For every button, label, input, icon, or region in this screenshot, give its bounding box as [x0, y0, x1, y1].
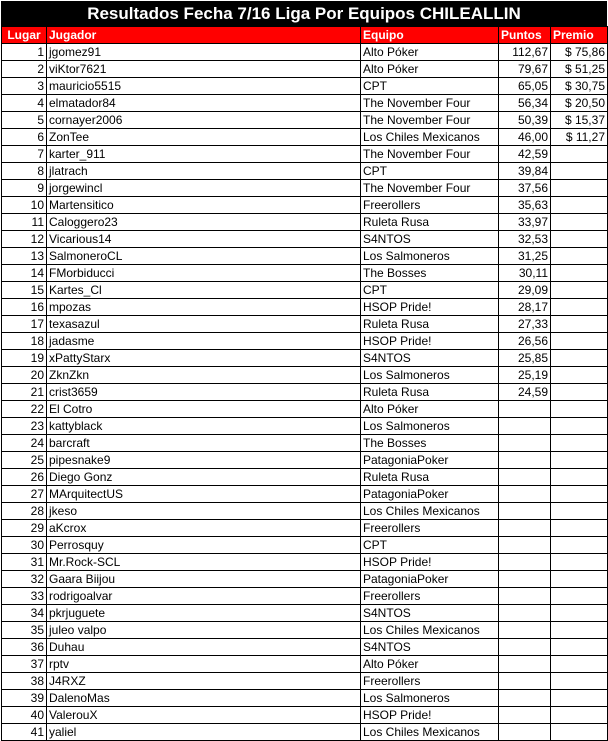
cell-prize [551, 520, 608, 537]
cell-prize: $ 30,75 [551, 78, 608, 95]
cell-points [499, 571, 551, 588]
cell-position: 11 [2, 214, 47, 231]
cell-team: The Bosses [361, 435, 499, 452]
cell-player: El Cotro [47, 401, 361, 418]
cell-prize [551, 707, 608, 724]
cell-position: 9 [2, 180, 47, 197]
table-row [2, 231, 608, 248]
cell-position: 21 [2, 384, 47, 401]
cell-position: 3 [2, 78, 47, 95]
table-row [2, 503, 608, 520]
cell-prize [551, 639, 608, 656]
cell-player: rodrigoalvar [47, 588, 361, 605]
cell-points [499, 452, 551, 469]
cell-points: 39,84 [499, 163, 551, 180]
header-position: Lugar [2, 27, 47, 44]
cell-points: 29,09 [499, 282, 551, 299]
cell-position: 2 [2, 61, 47, 78]
cell-points: 50,39 [499, 112, 551, 129]
cell-position: 5 [2, 112, 47, 129]
table-row [2, 61, 608, 78]
cell-team: The Bosses [361, 265, 499, 282]
cell-team: Ruleta Rusa [361, 384, 499, 401]
cell-player: Kartes_Cl [47, 282, 361, 299]
cell-player: jlatrach [47, 163, 361, 180]
cell-team: S4NTOS [361, 350, 499, 367]
cell-prize [551, 146, 608, 163]
cell-position: 10 [2, 197, 47, 214]
cell-points [499, 537, 551, 554]
cell-team: CPT [361, 163, 499, 180]
cell-player: texasazul [47, 316, 361, 333]
cell-prize [551, 469, 608, 486]
table-row [2, 78, 608, 95]
table-row [2, 639, 608, 656]
cell-player: Mr.Rock-SCL [47, 554, 361, 571]
cell-prize [551, 163, 608, 180]
cell-team: Alto Póker [361, 401, 499, 418]
table-row [2, 384, 608, 401]
cell-points [499, 605, 551, 622]
cell-points: 24,59 [499, 384, 551, 401]
cell-position: 12 [2, 231, 47, 248]
cell-points: 31,25 [499, 248, 551, 265]
cell-player: barcraft [47, 435, 361, 452]
table-row [2, 520, 608, 537]
cell-team: The November Four [361, 95, 499, 112]
cell-position: 27 [2, 486, 47, 503]
cell-points [499, 435, 551, 452]
cell-prize [551, 180, 608, 197]
cell-points [499, 622, 551, 639]
cell-team: Freerollers [361, 520, 499, 537]
cell-prize [551, 197, 608, 214]
cell-team: The November Four [361, 180, 499, 197]
cell-points [499, 401, 551, 418]
cell-position: 19 [2, 350, 47, 367]
cell-player: jkeso [47, 503, 361, 520]
cell-prize [551, 690, 608, 707]
cell-team: S4NTOS [361, 605, 499, 622]
table-row [2, 452, 608, 469]
cell-team: Ruleta Rusa [361, 214, 499, 231]
cell-player: ZonTee [47, 129, 361, 146]
cell-position: 1 [2, 44, 47, 61]
table-row [2, 146, 608, 163]
cell-player: Caloggero23 [47, 214, 361, 231]
cell-points: 46,00 [499, 129, 551, 146]
table-row [2, 112, 608, 129]
cell-team: Los Chiles Mexicanos [361, 503, 499, 520]
cell-team: Ruleta Rusa [361, 469, 499, 486]
cell-team: PatagoniaPoker [361, 571, 499, 588]
table-row [2, 605, 608, 622]
header-row [2, 27, 608, 44]
cell-team: S4NTOS [361, 639, 499, 656]
cell-team: S4NTOS [361, 231, 499, 248]
table-row [2, 333, 608, 350]
table-row [2, 197, 608, 214]
cell-prize [551, 282, 608, 299]
cell-points [499, 503, 551, 520]
cell-prize [551, 435, 608, 452]
cell-team: Los Salmoneros [361, 367, 499, 384]
cell-player: yaliel [47, 724, 361, 741]
cell-points: 112,67 [499, 44, 551, 61]
cell-position: 31 [2, 554, 47, 571]
cell-prize [551, 673, 608, 690]
table-row [2, 724, 608, 741]
cell-team: HSOP Pride! [361, 707, 499, 724]
cell-prize: $ 15,37 [551, 112, 608, 129]
cell-prize [551, 231, 608, 248]
cell-prize: $ 20,50 [551, 95, 608, 112]
header-prize: Premio [551, 27, 608, 44]
table-row [2, 673, 608, 690]
cell-team: Freerollers [361, 197, 499, 214]
cell-player: cornayer2006 [47, 112, 361, 129]
cell-prize [551, 486, 608, 503]
cell-position: 26 [2, 469, 47, 486]
table-row [2, 571, 608, 588]
cell-prize: $ 51,25 [551, 61, 608, 78]
cell-player: jorgewincl [47, 180, 361, 197]
cell-points [499, 469, 551, 486]
table-row [2, 129, 608, 146]
table-row [2, 214, 608, 231]
cell-player: Perrosquy [47, 537, 361, 554]
cell-position: 4 [2, 95, 47, 112]
cell-prize [551, 537, 608, 554]
cell-player: mauricio5515 [47, 78, 361, 95]
cell-points [499, 486, 551, 503]
cell-position: 40 [2, 707, 47, 724]
cell-points: 26,56 [499, 333, 551, 350]
cell-position: 30 [2, 537, 47, 554]
table-row [2, 401, 608, 418]
cell-position: 15 [2, 282, 47, 299]
table-row [2, 588, 608, 605]
cell-points [499, 418, 551, 435]
cell-team: Los Salmoneros [361, 418, 499, 435]
table-row [2, 418, 608, 435]
cell-points: 27,33 [499, 316, 551, 333]
cell-player: Vicarious14 [47, 231, 361, 248]
cell-player: viKtor7621 [47, 61, 361, 78]
cell-player: pipesnake9 [47, 452, 361, 469]
table-row [2, 622, 608, 639]
cell-points [499, 690, 551, 707]
cell-points: 33,97 [499, 214, 551, 231]
cell-player: jadasme [47, 333, 361, 350]
cell-points [499, 520, 551, 537]
cell-position: 38 [2, 673, 47, 690]
cell-player: J4RXZ [47, 673, 361, 690]
cell-prize [551, 333, 608, 350]
cell-position: 29 [2, 520, 47, 537]
cell-prize [551, 350, 608, 367]
cell-position: 25 [2, 452, 47, 469]
cell-prize [551, 384, 608, 401]
cell-position: 18 [2, 333, 47, 350]
cell-points [499, 554, 551, 571]
header-points: Puntos [499, 27, 551, 44]
cell-team: Los Salmoneros [361, 248, 499, 265]
table-row [2, 180, 608, 197]
cell-points: 30,11 [499, 265, 551, 282]
cell-player: Duhau [47, 639, 361, 656]
cell-player: DalenoMas [47, 690, 361, 707]
cell-position: 39 [2, 690, 47, 707]
cell-prize [551, 367, 608, 384]
cell-player: crist3659 [47, 384, 361, 401]
cell-team: Los Salmoneros [361, 690, 499, 707]
cell-points [499, 656, 551, 673]
cell-points: 42,59 [499, 146, 551, 163]
cell-points: 35,63 [499, 197, 551, 214]
cell-prize [551, 214, 608, 231]
cell-team: The November Four [361, 112, 499, 129]
cell-prize [551, 622, 608, 639]
cell-team: Alto Póker [361, 61, 499, 78]
cell-prize [551, 316, 608, 333]
cell-position: 6 [2, 129, 47, 146]
cell-player: Martensitico [47, 197, 361, 214]
table-row [2, 690, 608, 707]
cell-player: pkrjuguete [47, 605, 361, 622]
cell-points: 37,56 [499, 180, 551, 197]
cell-player: elmatador84 [47, 95, 361, 112]
cell-position: 23 [2, 418, 47, 435]
table-row [2, 282, 608, 299]
table-row [2, 350, 608, 367]
table-row [2, 299, 608, 316]
cell-team: Alto Póker [361, 44, 499, 61]
cell-points [499, 673, 551, 690]
table-row [2, 656, 608, 673]
results-table [1, 26, 608, 741]
cell-player: SalmoneroCL [47, 248, 361, 265]
cell-player: ValerouX [47, 707, 361, 724]
cell-player: xPattyStarx [47, 350, 361, 367]
cell-position: 24 [2, 435, 47, 452]
cell-position: 16 [2, 299, 47, 316]
cell-points: 32,53 [499, 231, 551, 248]
table-row [2, 265, 608, 282]
cell-position: 14 [2, 265, 47, 282]
cell-points [499, 639, 551, 656]
cell-points [499, 588, 551, 605]
cell-team: HSOP Pride! [361, 554, 499, 571]
cell-team: CPT [361, 537, 499, 554]
cell-points: 25,85 [499, 350, 551, 367]
cell-position: 34 [2, 605, 47, 622]
cell-prize: $ 11,27 [551, 129, 608, 146]
cell-position: 22 [2, 401, 47, 418]
cell-prize [551, 418, 608, 435]
table-row [2, 248, 608, 265]
cell-player: juleo valpo [47, 622, 361, 639]
cell-position: 37 [2, 656, 47, 673]
cell-prize [551, 452, 608, 469]
cell-player: rptv [47, 656, 361, 673]
table-row [2, 707, 608, 724]
table-row [2, 316, 608, 333]
cell-position: 35 [2, 622, 47, 639]
cell-position: 8 [2, 163, 47, 180]
cell-team: HSOP Pride! [361, 299, 499, 316]
cell-position: 36 [2, 639, 47, 656]
table-row [2, 537, 608, 554]
cell-prize [551, 401, 608, 418]
cell-prize [551, 503, 608, 520]
cell-position: 28 [2, 503, 47, 520]
cell-team: Freerollers [361, 588, 499, 605]
cell-player: mpozas [47, 299, 361, 316]
cell-prize [551, 554, 608, 571]
cell-team: Freerollers [361, 673, 499, 690]
cell-prize [551, 724, 608, 741]
cell-player: ZknZkn [47, 367, 361, 384]
cell-position: 20 [2, 367, 47, 384]
cell-player: aKcrox [47, 520, 361, 537]
cell-player: FMorbiducci [47, 265, 361, 282]
cell-team: HSOP Pride! [361, 333, 499, 350]
cell-prize [551, 571, 608, 588]
cell-team: The November Four [361, 146, 499, 163]
cell-position: 17 [2, 316, 47, 333]
table-row [2, 95, 608, 112]
cell-points [499, 707, 551, 724]
cell-team: PatagoniaPoker [361, 452, 499, 469]
table-row [2, 435, 608, 452]
results-sheet [1, 1, 607, 741]
cell-team: CPT [361, 78, 499, 95]
cell-prize [551, 605, 608, 622]
cell-player: MArquitectUS [47, 486, 361, 503]
cell-player: karter_911 [47, 146, 361, 163]
cell-position: 32 [2, 571, 47, 588]
cell-team: PatagoniaPoker [361, 486, 499, 503]
table-row [2, 554, 608, 571]
cell-team: Ruleta Rusa [361, 316, 499, 333]
table-row [2, 163, 608, 180]
cell-prize [551, 248, 608, 265]
cell-points [499, 724, 551, 741]
table-row [2, 486, 608, 503]
table-row [2, 469, 608, 486]
table-row [2, 44, 608, 61]
sheet-title: Resultados Fecha 7/16 Liga Por Equipos CHILEALLIN [1, 1, 607, 26]
table-row [2, 367, 608, 384]
cell-team: Los Chiles Mexicanos [361, 724, 499, 741]
cell-position: 33 [2, 588, 47, 605]
cell-points: 25,19 [499, 367, 551, 384]
cell-points: 79,67 [499, 61, 551, 78]
cell-prize [551, 656, 608, 673]
header-team: Equipo [361, 27, 499, 44]
cell-points: 56,34 [499, 95, 551, 112]
cell-team: CPT [361, 282, 499, 299]
cell-position: 13 [2, 248, 47, 265]
cell-prize: $ 75,86 [551, 44, 608, 61]
cell-team: Alto Póker [361, 656, 499, 673]
cell-team: Los Chiles Mexicanos [361, 129, 499, 146]
cell-points: 65,05 [499, 78, 551, 95]
cell-team: Los Chiles Mexicanos [361, 622, 499, 639]
header-player: Jugador [47, 27, 361, 44]
cell-player: Diego Gonz [47, 469, 361, 486]
cell-prize [551, 588, 608, 605]
cell-position: 7 [2, 146, 47, 163]
cell-player: jgomez91 [47, 44, 361, 61]
cell-position: 41 [2, 724, 47, 741]
cell-prize [551, 299, 608, 316]
cell-points: 28,17 [499, 299, 551, 316]
cell-prize [551, 265, 608, 282]
cell-player: kattyblack [47, 418, 361, 435]
cell-player: Gaara Biijou [47, 571, 361, 588]
